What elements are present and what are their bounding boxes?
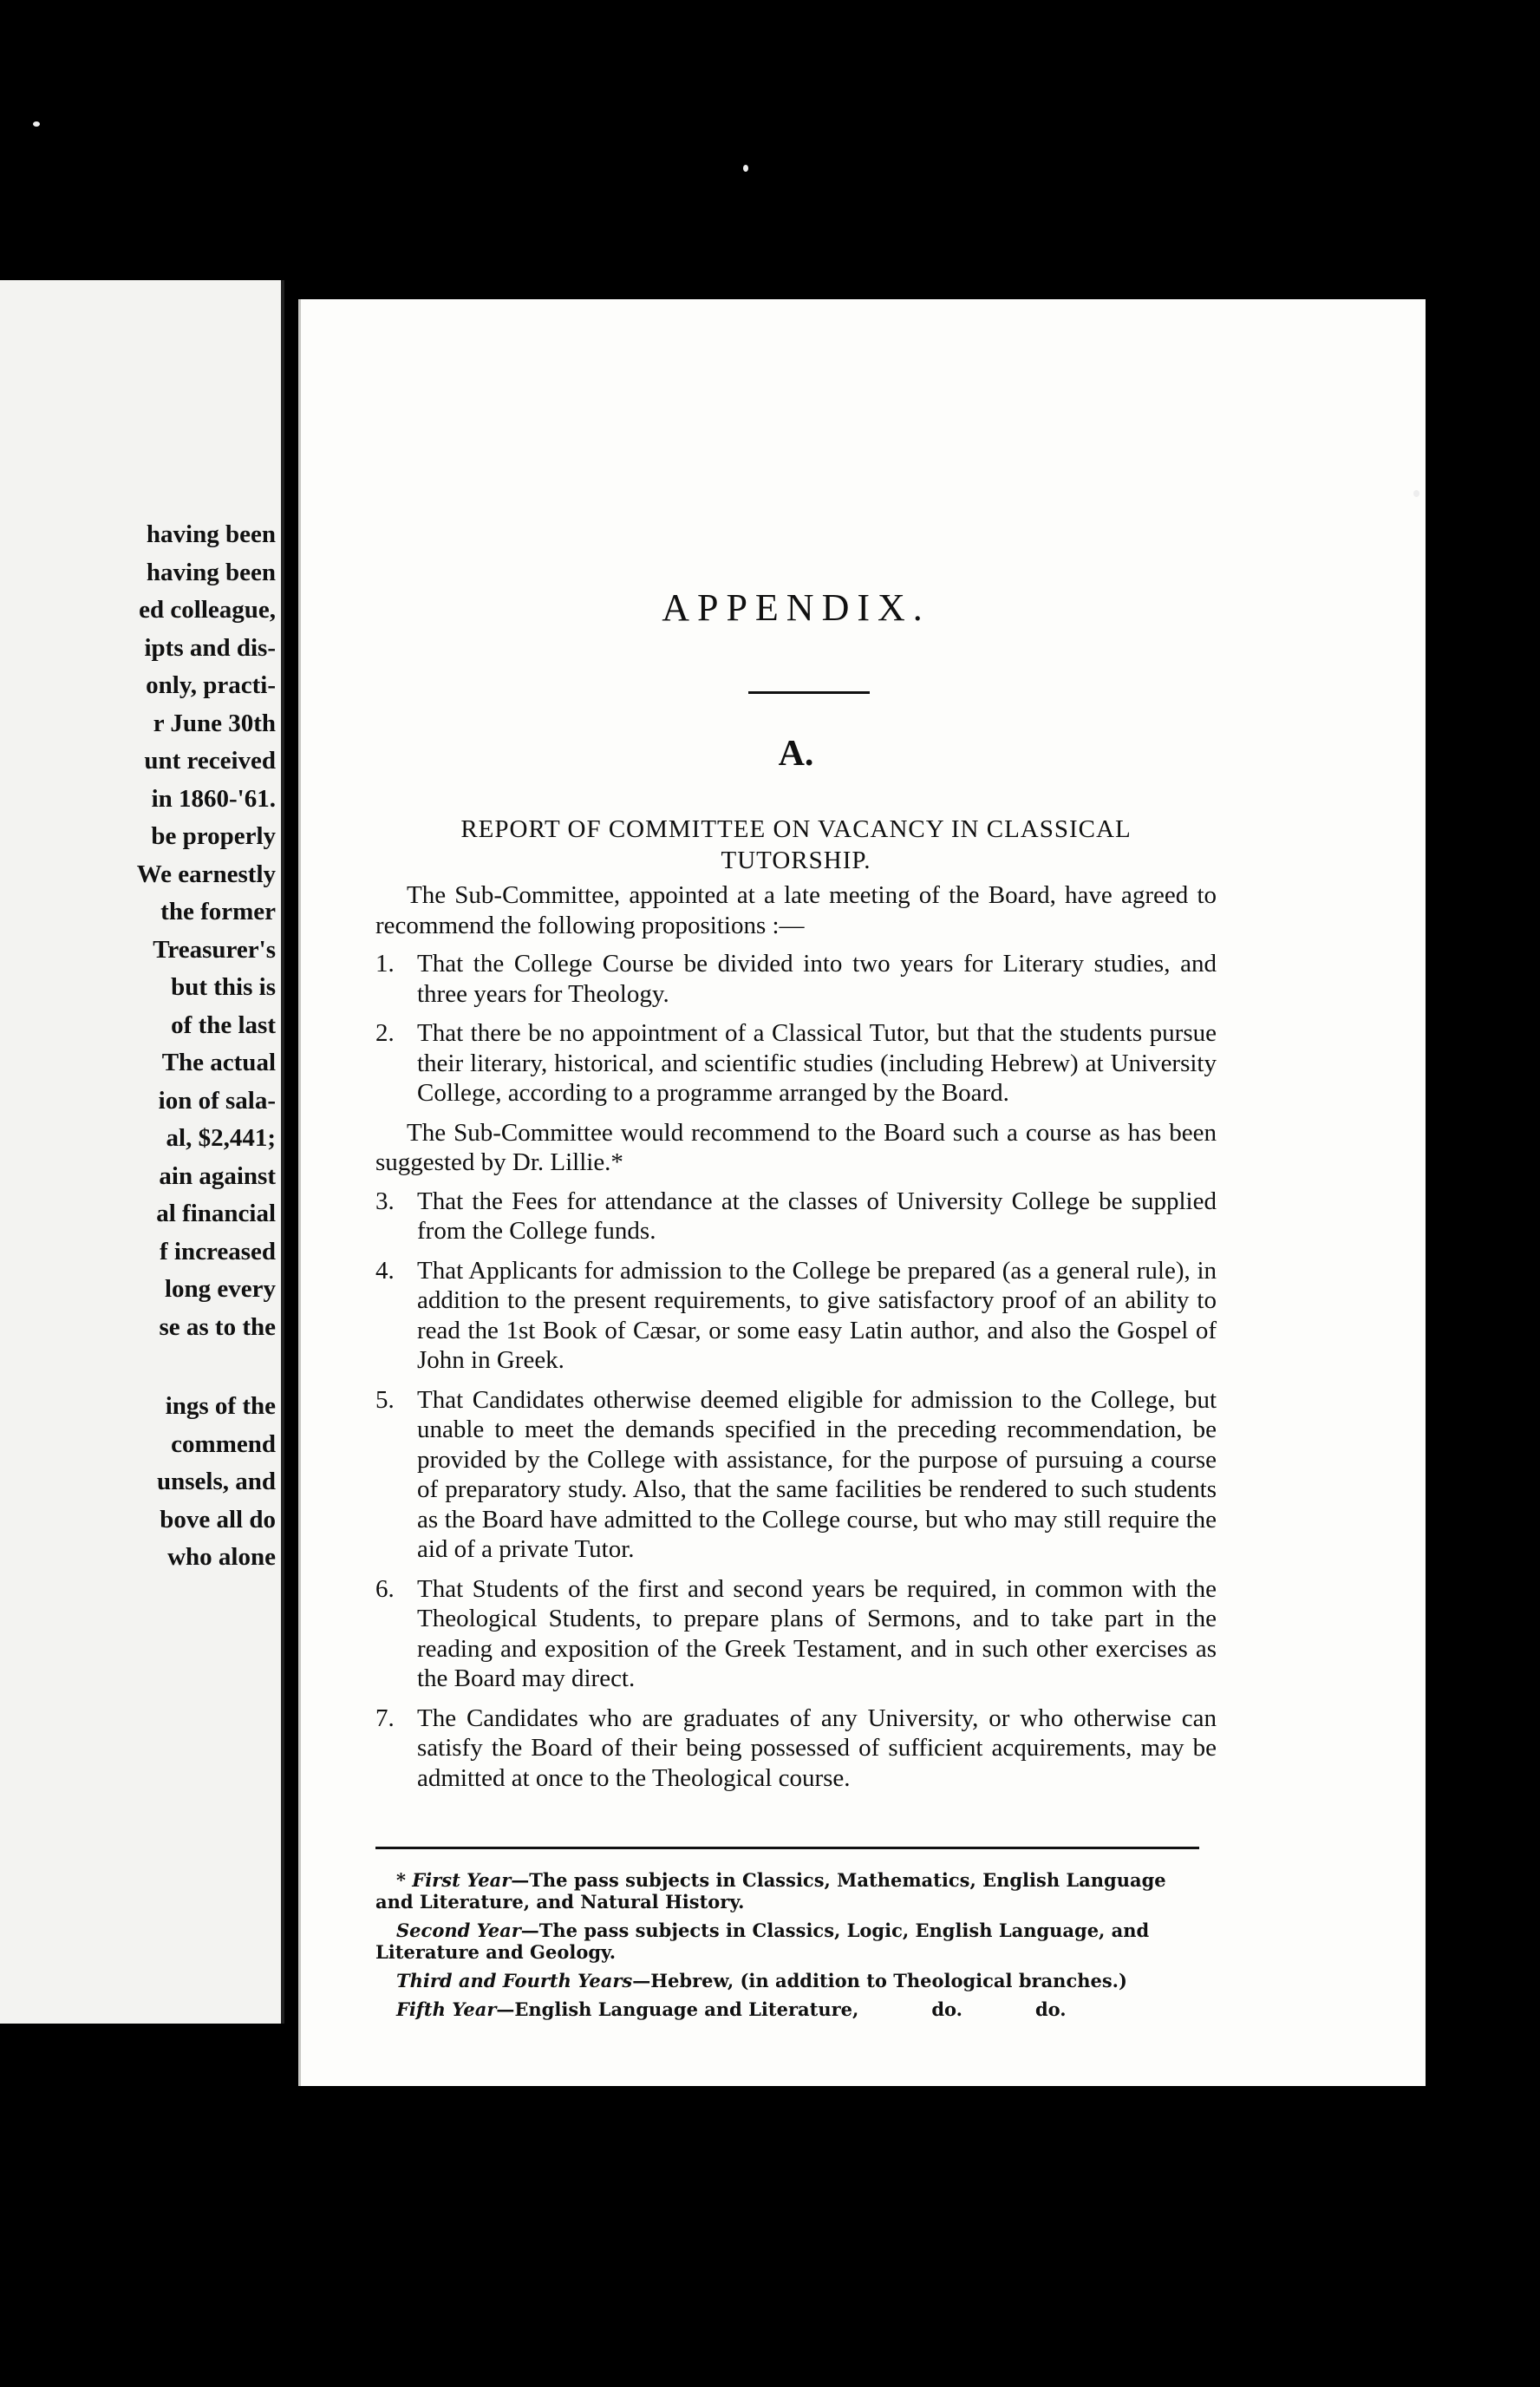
- proposition-number: 5.: [375, 1385, 395, 1414]
- footnote-rule: [375, 1847, 1199, 1849]
- scan-speck: [743, 165, 748, 172]
- footnote-label: Third and Fourth Years: [396, 1970, 633, 1991]
- proposition-text: The Candidates who are graduates of any University, or who otherwise can satisfy the Board of their being possessed of sufficient acquirements, may be admitted at once to the Theological course.: [417, 1704, 1217, 1792]
- proposition-number: 3.: [375, 1187, 395, 1215]
- proposition-item: [375, 1574, 1217, 1694]
- title-rule: [748, 691, 870, 694]
- proposition-item: [375, 949, 1217, 1009]
- left-page-line: f increased: [160, 1237, 276, 1265]
- left-page-line: r June 30th: [153, 709, 276, 737]
- footnote: [375, 1869, 1199, 1913]
- footnote-text: —Hebrew, (in addition to Theological branches.): [632, 1970, 1127, 1991]
- proposition-number: 4.: [375, 1256, 395, 1285]
- footnotes: [375, 1869, 1199, 2027]
- left-page-line: commend: [171, 1429, 276, 1458]
- proposition-list-1: [375, 949, 1217, 1108]
- left-page-line: be properly: [151, 822, 276, 850]
- left-page-line: We earnestly: [136, 860, 276, 888]
- left-page-line: ipts and dis-: [144, 633, 276, 662]
- proposition-item: [375, 1385, 1217, 1565]
- proposition-text: That Students of the first and second years be required, in common with the Theological Students, to prepare plans of Sermons, and to take part in the reading and exposition of the Greek Testament, and in such other exercises as the Board may direct.: [417, 1574, 1217, 1692]
- left-page-line: al, $2,441;: [166, 1124, 276, 1152]
- intro-paragraph: The Sub-Committee, appointed at a late meeting of the Board, have agreed to recommend the following propositions :—: [375, 881, 1217, 939]
- page-title: APPENDIX.: [662, 586, 930, 629]
- proposition-text: That there be no appointment of a Classical Tutor, but that the students pursue their literary, historical, and scientific studies (including Hebrew) at University College, according to a programme arranged by the Board.: [417, 1019, 1217, 1107]
- left-page-line: only, practi-: [146, 671, 276, 699]
- left-page-line: se as to the: [159, 1312, 276, 1341]
- proposition-item: [375, 1187, 1217, 1246]
- proposition-text: That Candidates otherwise deemed eligible for admission to the College, but unable to meet the demands specified in the preceding recommendation, be provided by the College with assistance, for the purpose of pursuing a course of preparatory study. Also, that the same facilities be rendered to such students as the Board have admitted to the College course, but who may still require the aid of a private Tutor.: [417, 1385, 1217, 1563]
- scan-speck: [1413, 490, 1419, 497]
- lillie-paragraph: The Sub-Committee would recommend to the Board such a course as has been suggested by Dr. Lillie.*: [375, 1118, 1217, 1176]
- left-page-line: the former: [160, 898, 276, 925]
- left-page-line: having been: [146, 520, 276, 548]
- footnote-label: Fifth Year: [396, 1998, 497, 2020]
- footnote: [375, 1998, 1199, 2020]
- left-page-line: The actual: [161, 1049, 276, 1076]
- footnote-text: —English Language and Literature,: [496, 1998, 859, 2020]
- left-page-line: al financial: [156, 1200, 276, 1227]
- left-page-line: ain against: [159, 1161, 276, 1190]
- left-page-line: ed colleague,: [139, 596, 276, 624]
- footnote: [375, 1919, 1199, 1963]
- proposition-item: [375, 1018, 1217, 1108]
- report-heading-line-1: REPORT OF COMMITTEE ON VACANCY IN CLASSICAL: [460, 815, 1132, 843]
- right-page: [298, 299, 1426, 2086]
- footnote-text: —The pass subjects in Classics, Mathematics, English Language and Literature, and Natural History.: [375, 1869, 1166, 1913]
- proposition-number: 6.: [375, 1574, 395, 1603]
- left-page-line: long every: [164, 1275, 276, 1303]
- footnote: [375, 1970, 1199, 1991]
- report-heading: [375, 814, 1217, 876]
- left-page-line: Treasurer's: [153, 935, 276, 964]
- proposition-text: That Applicants for admission to the College be prepared (as a general rule), in addition to the present requirements, to give satisfactory proof of an ability to read the 1st Book of Cæsar, or some easy Latin author, and also the Gospel of John in Greek.: [417, 1256, 1217, 1374]
- left-page-line: of the last: [171, 1010, 276, 1039]
- left-page-line: bove all do: [160, 1505, 276, 1534]
- proposition-number: 7.: [375, 1704, 395, 1732]
- footnote-label: Second Year: [396, 1919, 521, 1941]
- proposition-text: That the College Course be divided into two years for Literary studies, and three years for Theology.: [417, 950, 1217, 1008]
- proposition-item: [375, 1256, 1217, 1376]
- proposition-number: 1.: [375, 950, 395, 978]
- proposition-number: 2.: [375, 1019, 395, 1047]
- left-page-line: who alone: [167, 1543, 276, 1571]
- footnote-ditto: do.: [931, 1998, 962, 2020]
- left-page-line: unt received: [144, 747, 276, 775]
- section-label: A.: [778, 734, 814, 774]
- left-page-text: [5, 516, 276, 1577]
- report-body: [375, 880, 1217, 1802]
- proposition-item: [375, 1704, 1217, 1794]
- left-page-line: unsels, and: [156, 1468, 276, 1495]
- left-page-line: having been: [146, 558, 276, 586]
- proposition-text: That the Fees for attendance at the classes of University College be supplied from the College funds.: [417, 1187, 1217, 1245]
- scan-speck: [33, 121, 40, 127]
- report-heading-line-2: TUTORSHIP.: [721, 847, 871, 874]
- footnote-text: —The pass subjects in Classics, Logic, English Language, and Literature and Geology.: [375, 1919, 1150, 1963]
- left-page-line: [5, 1346, 276, 1388]
- left-page-line: ion of sala-: [158, 1086, 276, 1115]
- left-page-line: but this is: [171, 973, 276, 1001]
- left-page-line: ings of the: [165, 1392, 276, 1420]
- footnote-label: * First Year: [396, 1869, 512, 1891]
- left-page-fragment: [0, 280, 284, 2024]
- left-page-line: in 1860-'61.: [151, 784, 276, 813]
- proposition-list-2: [375, 1187, 1217, 1794]
- footnote-ditto: do.: [1034, 1998, 1067, 2020]
